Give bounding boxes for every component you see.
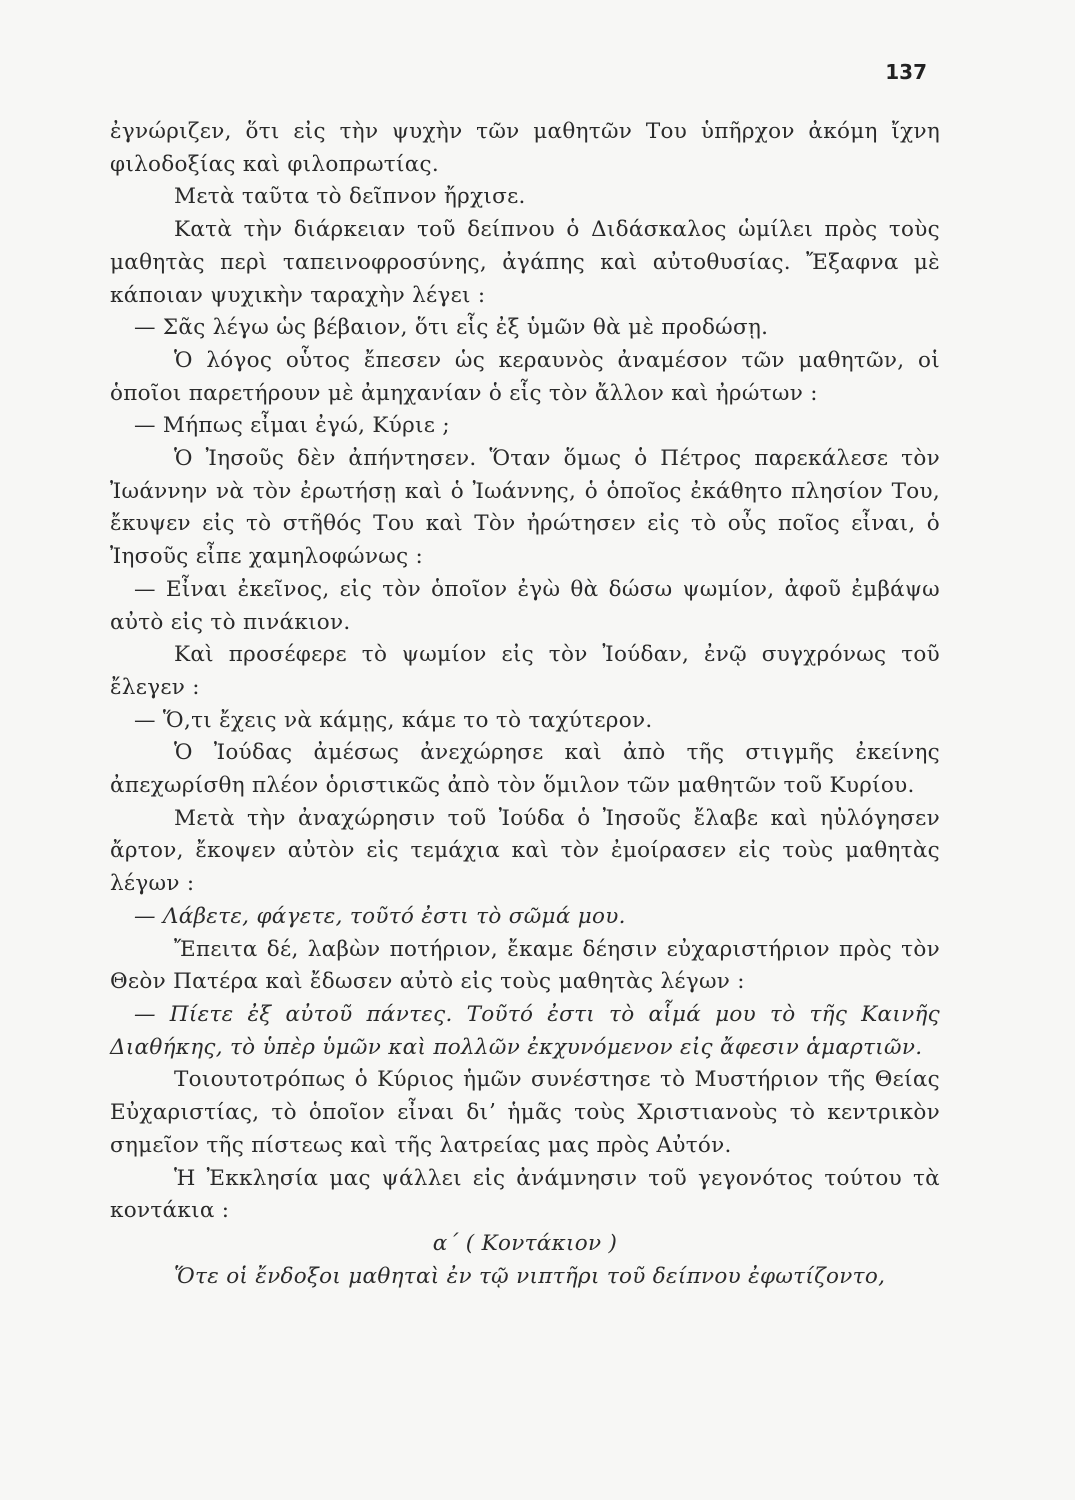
paragraph: Μετὰ τὴν ἀναχώρησιν τοῦ Ἰούδα ὁ Ἰησοῦς ἔλαβε καὶ ηὐλόγησεν ἄρτον, ἔκοψεν αὐτὸν εἰς τεμάχια καὶ τὸν ἐμοίρασεν εἰς τοὺς μαθητὰς λέγων : — [110, 805, 940, 897]
text-body — [110, 116, 940, 1293]
dialogue-line: — Εἶναι ἐκεῖνος, εἰς τὸν ὁποῖον ἐγὼ θὰ δώσω ψωμίον, ἀφοῦ ἐμβάψω αὐτὸ εἰς τὸ πινάκιον. — [110, 576, 940, 635]
scripture-quote: — Λάβετε, φάγετε, τοῦτό ἐστι τὸ σῶμά μου. — [134, 903, 626, 929]
paragraph: Ὁ Ἰησοῦς δὲν ἀπήντησεν. Ὅταν ὅμως ὁ Πέτρος παρεκάλεσε τὸν Ἰωάννην νὰ τὸν ἐρωτήσῃ καὶ ὁ Ἰωάννης, ὁ ὁποῖος ἐκάθητο πλησίον Του, ἔκυψεν εἰς τὸ στῆθός Του καὶ Τὸν ἠρώτησεν εἰς τὸ οὖς ποῖος εἶναι, ὁ Ἰησοῦς εἶπε χαμηλοφώνως : — [110, 446, 940, 570]
dialogue-line: — Σᾶς λέγω ὡς βέβαιον, ὅτι εἷς ἐξ ὑμῶν θὰ μὲ προδώσῃ. — [134, 315, 769, 341]
paragraph: Ἡ Ἐκκλησία μας ψάλλει εἰς ἀνάμνησιν τοῦ γεγονότος τούτου τὰ κοντάκια : — [110, 1165, 940, 1224]
kontakion-heading: α΄ ( Κοντάκιον ) — [432, 1230, 618, 1256]
dialogue-line: — Μήπως εἶμαι ἐγώ, Κύριε ; — [134, 413, 450, 439]
dialogue-line: — Ὅ,τι ἔχεις νὰ κάμῃς, κάμε το τὸ ταχύτερον. — [134, 707, 653, 733]
paragraph: Κατὰ τὴν διάρκειαν τοῦ δείπνου ὁ Διδάσκαλος ὡμίλει πρὸς τοὺς μαθητὰς περὶ ταπεινοφροσύνης, ἀγάπης καὶ αὐτοθυσίας. Ἔξαφνα μὲ κάποιαν ψυχικὴν ταραχὴν λέγει : — [110, 217, 940, 308]
paragraph: Ἔπειτα δέ, λαβὼν ποτήριον, ἔκαμε δέησιν εὐχαριστήριον πρὸς τὸν Θεὸν Πατέρα καὶ ἔδωσεν αὐτὸ εἰς τοὺς μαθητὰς λέγων : — [110, 936, 940, 995]
paragraph: Ὁ λόγος οὗτος ἔπεσεν ὡς κεραυνὸς ἀναμέσον τῶν μαθητῶν, οἱ ὁποῖοι παρετήρουν μὲ ἀμηχανίαν ὁ εἷς τὸν ἄλλον καὶ ἠρώτων : — [110, 347, 940, 406]
paragraph: Τοιουτοτρόπως ὁ Κύριος ἡμῶν συνέστησε τὸ Μυστήριον τῆς Θείας Εὐχαριστίας, τὸ ὁποῖον εἶναι διʼ ἡμᾶς τοὺς Χριστιανοὺς τὸ κεντρικὸν σημεῖον τῆς πίστεως καὶ τῆς λατρείας μας πρὸς Αὐτόν. — [110, 1067, 940, 1158]
page-number: 137 — [885, 60, 927, 84]
paragraph: Ὁ Ἰούδας ἀμέσως ἀνεχώρησε καὶ ἀπὸ τῆς στιγμῆς ἐκείνης ἀπεχωρίσθη πλέον ὁριστικῶς ἀπὸ τὸν ὅμιλον τῶν μαθητῶν τοῦ Κυρίου. — [110, 740, 940, 799]
paragraph: Μετὰ ταῦτα τὸ δεῖπνον ἤρχισε. — [174, 184, 526, 210]
paragraph: Καὶ προσέφερε τὸ ψωμίον εἰς τὸν Ἰούδαν, ἐνῷ συγχρόνως τοῦ ἔλεγεν : — [110, 642, 940, 700]
paragraph: ἐγνώριζεν, ὅτι εἰς τὴν ψυχὴν τῶν μαθητῶν Του ὑπῆρχον ἀκόμη ἴχνη φιλοδοξίας καὶ φιλοπρωτίας. — [110, 119, 940, 177]
scripture-quote: — Πίετε ἐξ αὐτοῦ πάντες. Τοῦτό ἐστι τὸ αἷμά μου τὸ τῆς Καινῆς Διαθήκης, τὸ ὑπὲρ ὑμῶν καὶ πολλῶν ἐκχυνόμενον εἰς ἄφεσιν ἁμαρτιῶν. — [110, 1001, 940, 1060]
hymn-line: Ὅτε οἱ ἔνδοξοι μαθηταὶ ἐν τῷ νιπτῆρι τοῦ δείπνου ἐφωτίζοντο, — [174, 1263, 886, 1289]
